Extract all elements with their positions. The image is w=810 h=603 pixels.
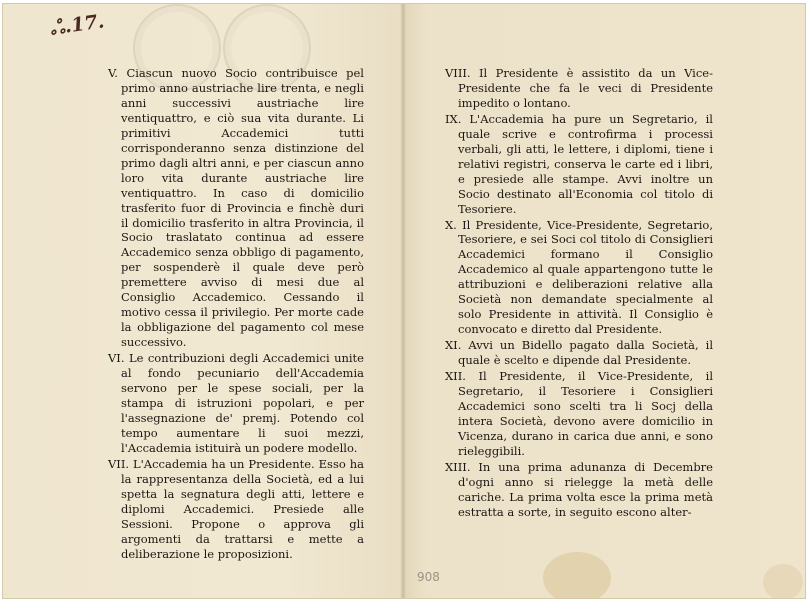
article-xii: XII. Il Presidente, il Vice-Presidente, il Segretario, il Tesoriere i Consiglieri Accademici sono scelti tra li Socj della intera Società, devono avere domicilio in Vicenza, durano in carica due anni, e sono rieleggibili. <box>445 369 713 458</box>
pencil-page-number: 908 <box>417 570 440 584</box>
article-viii: VIII. Il Presidente è assistito da un Vice-Presidente che fa le veci di Presidente impedito o lontano. <box>445 66 713 110</box>
page-fold <box>400 4 406 598</box>
right-text-column <box>445 66 713 520</box>
article-v: V. Ciascun nuovo Socio contribuisce pel primo anno austriache lire trenta, e negli anni successivi austriache lire ventiquattro, e ciò sua vita durante. Li primitivi Accademici tutti corrisponderanno senza distinzione del primo dagli altri anni, e per ciascun anno loro vita durante austriache lire ventiquattro. In caso di domicilio trasferito fuor di Provincia e finchè duri il domicilio trasferito in altra Provincia, il Socio traslatato continua ad essere Accademico senza obbligo di pagamento, per sospenderè il quale deve però premettere avviso di mesi due al Consiglio Accademico. Cessando il motivo cessa il privilegio. Per morte cade la obbligazione del pagamento col mese successivo. <box>108 66 364 350</box>
handwritten-note: ஃ.17. <box>48 10 106 40</box>
paper-stain <box>543 552 611 599</box>
article-xi: XI. Avvi un Bidello pagato dalla Società, il quale è scelto e dipende dal Presidente. <box>445 338 713 368</box>
article-vii: VII. L'Accademia ha un Presidente. Esso ha la rappresentanza della Società, ed a lui spetta la segnatura degli atti, lettere e diplomi Accademici. Presiede alle Sessioni. Propone o approva gli argomenti da trattarsi e mette a deliberazione le proposizioni. <box>108 456 364 561</box>
paper-stain <box>763 564 803 599</box>
article-ix: IX. L'Accademia ha pure un Segretario, il quale scrive e controfirma i processi verbali, gli atti, le lettere, i diplomi, tiene i relativi registri, conserva le carte ed i libri, e presiede alle stampe. Avvi inoltre un Socio destinato all'Economia col titolo di Tesoriere. <box>445 111 713 216</box>
article-x: X. Il Presidente, Vice-Presidente, Segretario, Tesoriere, e sei Soci col titolo di Consiglieri Accademici formano il Consiglio Accademico al quale appartengono tutte le attribuzioni e deliberazioni relative alla Società non demandate specialmente al solo Presidente in attività. Il Consiglio è convocato e diretto dal Presidente. <box>445 217 713 337</box>
article-xiii: XIII. In una prima adunanza di Decembre d'ogni anno si rielegge la metà delle cariche. La prima volta esce la prima metà estratta a sorte, in seguito escono alter- <box>445 459 713 519</box>
document-sheet <box>2 3 806 599</box>
article-vi: VI. Le contribuzioni degli Accademici unite al fondo pecuniario dell'Accademia servono per le spese sociali, per la stampa di istruzioni popolari, e per l'assegnazione de' premj. Potendo col tempo aumentare li suoi mezzi, l'Accademia istituirà un podere modello. <box>108 351 364 455</box>
left-text-column <box>108 66 364 561</box>
